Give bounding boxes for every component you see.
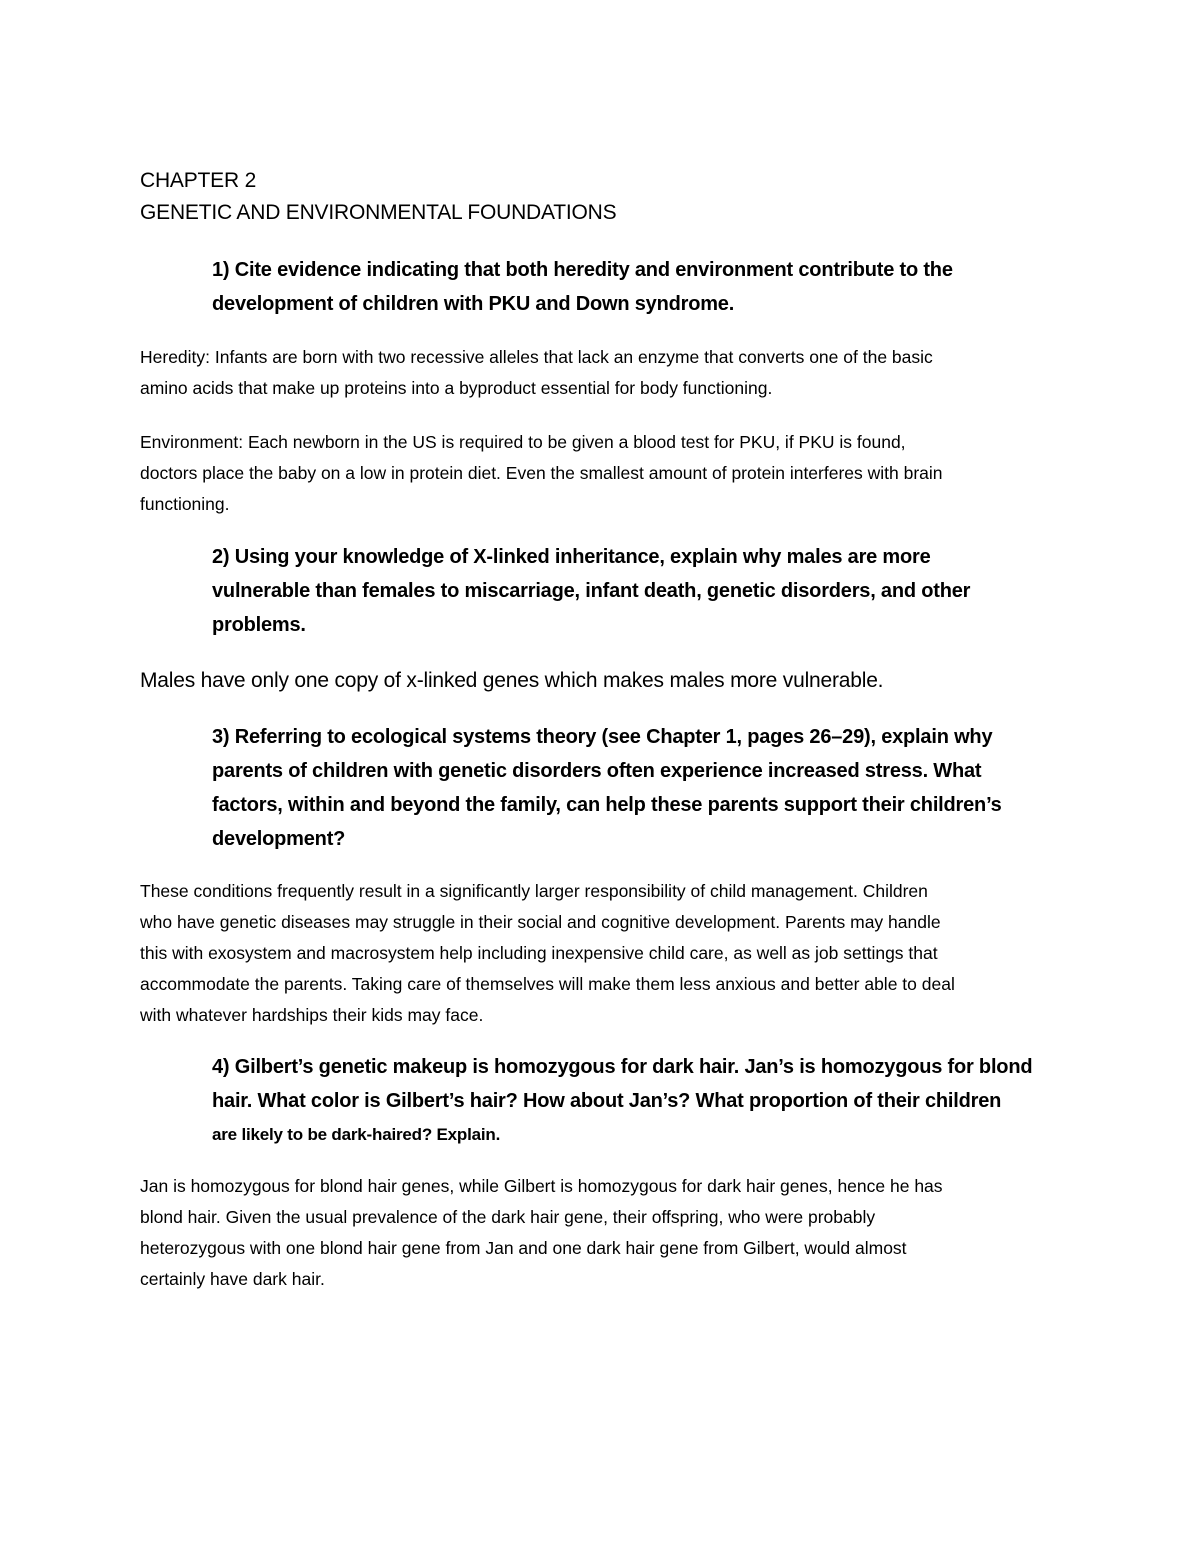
answer-line: accommodate the parents. Taking care of themselves will make them less anxious and better able to deal	[140, 974, 955, 994]
question-line: 4) Gilbert’s genetic makeup is homozygous for dark hair. Jan’s is homozygous for blond	[212, 1056, 1033, 1078]
answer-line: doctors place the baby on a low in protein diet. Even the smallest amount of protein interferes with brain	[140, 463, 943, 483]
answer-1-environment	[140, 427, 943, 520]
answer-line: These conditions frequently result in a significantly larger responsibility of child management. Children	[140, 881, 928, 901]
chapter-title: GENETIC AND ENVIRONMENTAL FOUNDATIONS	[140, 201, 617, 224]
question-1	[212, 253, 953, 321]
question-line: development?	[212, 828, 346, 850]
answer-1-heredity	[140, 342, 933, 404]
answer-3	[140, 876, 955, 1031]
answer-2	[140, 665, 883, 697]
question-line: 3) Referring to ecological systems theory (see Chapter 1, pages 26–29), explain why	[212, 726, 993, 748]
question-line: development of children with PKU and Down syndrome.	[212, 293, 735, 315]
answer-line: certainly have dark hair.	[140, 1269, 325, 1289]
answer-line: Jan is homozygous for blond hair genes, while Gilbert is homozygous for dark hair genes, hence he has	[140, 1176, 943, 1196]
answer-line: heterozygous with one blond hair gene from Jan and one dark hair gene from Gilbert, would almost	[140, 1238, 907, 1258]
question-2	[212, 540, 970, 642]
question-4	[212, 1050, 1032, 1152]
question-line: parents of children with genetic disorders often experience increased stress. What	[212, 760, 982, 782]
answer-line: Heredity: Infants are born with two recessive alleles that lack an enzyme that converts one of the basic	[140, 347, 933, 367]
question-3	[212, 720, 1002, 856]
question-line: hair. What color is Gilbert’s hair? How about Jan’s? What proportion of their children	[212, 1090, 1002, 1112]
question-line: 2) Using your knowledge of X-linked inheritance, explain why males are more	[212, 546, 931, 568]
answer-4	[140, 1171, 943, 1295]
question-line: problems.	[212, 614, 306, 636]
answer-line: with whatever hardships their kids may face.	[140, 1005, 484, 1025]
answer-line: blond hair. Given the usual prevalence of the dark hair gene, their offspring, who were probably	[140, 1207, 876, 1227]
answer-line: Environment: Each newborn in the US is required to be given a blood test for PKU, if PKU is found,	[140, 432, 906, 452]
answer-line: who have genetic diseases may struggle in their social and cognitive development. Parents may handle	[140, 912, 941, 932]
answer-line: functioning.	[140, 494, 230, 514]
answer-line: amino acids that make up proteins into a byproduct essential for body functioning.	[140, 378, 773, 398]
chapter-heading	[140, 165, 616, 229]
answer-line: Males have only one copy of x-linked genes which makes males more vulnerable.	[140, 669, 884, 692]
question-line: are likely to be dark-haired? Explain.	[212, 1125, 501, 1144]
question-line: vulnerable than females to miscarriage, infant death, genetic disorders, and other	[212, 580, 971, 602]
chapter-number: CHAPTER 2	[140, 169, 257, 192]
question-line: factors, within and beyond the family, can help these parents support their children’s	[212, 794, 1002, 816]
question-line: 1) Cite evidence indicating that both heredity and environment contribute to the	[212, 259, 953, 281]
answer-line: this with exosystem and macrosystem help including inexpensive child care, as well as job settings that	[140, 943, 938, 963]
